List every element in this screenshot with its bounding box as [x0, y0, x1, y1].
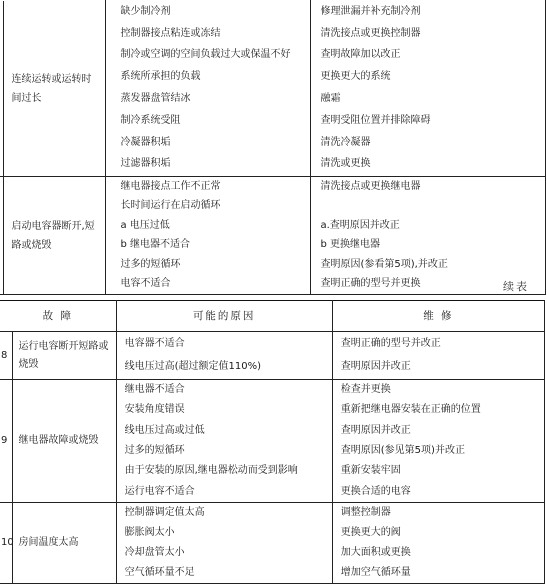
table-header-row [0, 301, 545, 332]
fault-group [0, 177, 545, 295]
cause-item: 由于安装的原因,继电器松动而受到影响 [124, 465, 298, 477]
cause-item: 电容器不适合 [124, 337, 185, 349]
remedies-cell [332, 503, 544, 584]
fault-cell [12, 503, 116, 584]
cause-item: 安装角度错误 [124, 404, 185, 416]
row-number: 8 [1, 349, 8, 361]
cause-item: 膨胀阀太小 [124, 527, 175, 538]
row-number: 9 [1, 435, 8, 446]
row-number-cell [0, 503, 12, 584]
cause-item: b 继电器不适合 [120, 239, 191, 251]
fault-cell [3, 1, 105, 177]
remedy-item: 查明原因(参见第5项)并改正 [340, 445, 465, 457]
cause-item: 过多的短循环 [120, 258, 181, 270]
cause-item: 控制器接点粘连或冻结 [120, 27, 221, 39]
cause-item: 电容不适合 [120, 278, 171, 290]
fault-cell [12, 332, 116, 380]
fault-text: 运行电容断开短路或烧毁 [18, 340, 109, 370]
remedy-item: 清洗冷凝器 [320, 136, 371, 148]
cause-item: 缺少制冷剂 [120, 5, 171, 17]
row-number-cell [0, 332, 12, 380]
remedy-item: 调整控制器 [340, 507, 391, 518]
remedy-item: 更换合适的电容 [340, 485, 411, 497]
fault-cell [12, 380, 116, 503]
fault-group [0, 380, 545, 503]
cause-item: 线电压过高或过低 [124, 424, 205, 436]
fault-group [0, 503, 545, 584]
remedy-item: 修理泄漏并补充制冷剂 [320, 5, 421, 17]
row-number-cell [0, 380, 12, 503]
remedies-cell [332, 380, 544, 503]
cause-item: 继电器不适合 [124, 384, 185, 396]
cause-item: 系统所承担的负载 [120, 71, 201, 83]
cause-item: 长时间运行在启动循环 [120, 200, 221, 212]
cause-item: 继电器接点工作不正常 [120, 180, 221, 192]
continued-caption: 续表 [503, 280, 529, 293]
remedy-item: a.查明原因并改正 [320, 219, 400, 231]
remedy-item: 查明故障加以改正 [320, 49, 401, 61]
causes-cell [105, 177, 310, 295]
cause-item: 冷却盘管太小 [124, 547, 185, 558]
header-fault: 故 障 [0, 301, 116, 332]
row-number: 10 [1, 537, 14, 548]
remedy-item: 清洗接点或更换继电器 [320, 180, 421, 192]
remedy-item: 查明受阻位置并排除障碍 [320, 114, 431, 126]
cause-item: 控制器调定值太高 [124, 507, 205, 518]
fault-text: 连续运转或运转时间过长 [11, 73, 92, 104]
remedy-item: 更换更大的阀 [340, 527, 401, 538]
remedies-cell [310, 177, 545, 295]
causes-cell [105, 1, 310, 177]
remedy-item: 查明原因(参看第5项),并改正 [320, 258, 448, 270]
remedy-item: b 更换继电器 [320, 239, 381, 251]
remedies-cell [310, 1, 545, 177]
cause-item: 冷凝器积垢 [120, 136, 171, 148]
cause-item: 蒸发器盘管结冰 [120, 93, 191, 105]
header-remedies: 维 修 [332, 301, 544, 332]
cause-item: 制冷系统受阻 [120, 114, 181, 126]
remedy-item: 检查并更换 [340, 384, 391, 396]
remedy-item: 清洗接点或更换控制器 [320, 27, 421, 39]
remedy-item: 更换更大的系统 [320, 71, 391, 83]
causes-cell [116, 503, 332, 584]
fault-cell [3, 177, 105, 295]
header-causes: 可能的原因 [116, 301, 332, 332]
remedy-item: 清洗或更换 [320, 158, 371, 170]
cause-item: 运行电容不适合 [124, 485, 195, 497]
remedy-item: 查明原因并改正 [340, 424, 411, 436]
remedy-item: 重新把继电器安装在正确的位置 [340, 404, 481, 416]
fault-text: 启动电容器断开,短路或烧毁 [11, 220, 95, 251]
cause-item: 过滤器积垢 [120, 158, 171, 170]
cause-item: 空气循环量不足 [124, 567, 195, 578]
remedy-item [311, 197, 545, 217]
remedy-item: 重新安装牢固 [340, 465, 401, 477]
fault-group [0, 332, 545, 380]
fault-group [0, 1, 545, 177]
cause-item: 制冷或空调的空间负载过大或保温不好 [120, 49, 291, 61]
cause-item: 线电压过高(超过额定值110%) [124, 361, 261, 373]
fault-text: 继电器故障或烧毁 [18, 435, 99, 446]
remedy-item: 查明正确的型号并更换 [320, 278, 421, 290]
cause-item: a 电压过低 [120, 219, 170, 231]
remedy-item: 加大面积或更换 [340, 547, 411, 558]
remedy-item: 增加空气循环量 [340, 567, 411, 578]
fault-text: 房间温度太高 [18, 537, 79, 548]
remedy-item: 查明正确的型号并改正 [340, 337, 441, 349]
remedy-item: 融霜 [320, 93, 341, 105]
causes-cell [116, 380, 332, 503]
causes-cell [116, 332, 332, 380]
cause-item: 过多的短循环 [124, 445, 185, 457]
remedies-cell [332, 332, 544, 380]
remedy-item: 查明原因并改正 [340, 361, 411, 373]
troubleshooting-table [0, 300, 545, 584]
